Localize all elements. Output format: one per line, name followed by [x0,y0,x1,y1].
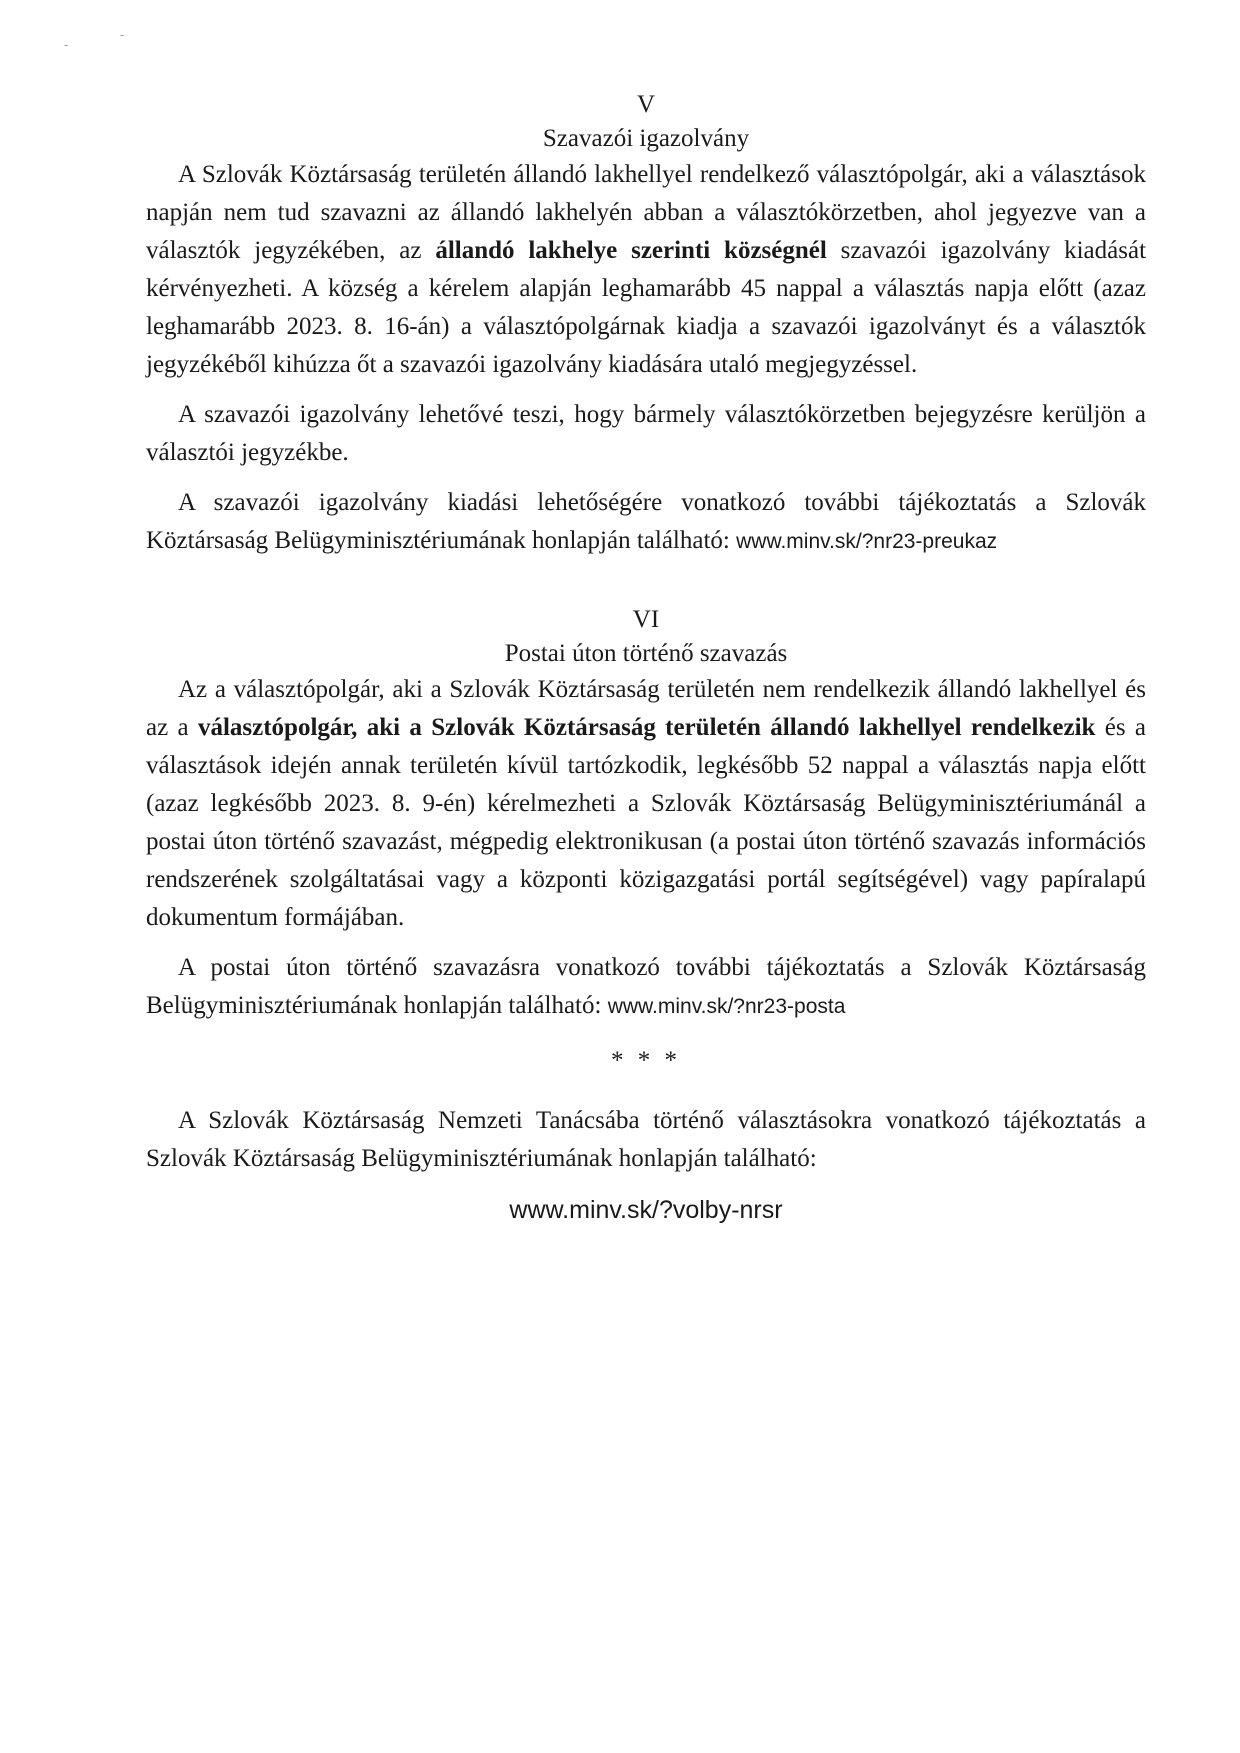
paragraph [146,671,1146,937]
section-title: Szavazói igazolvány [542,125,750,152]
paragraph-text: A szavazói igazolvány kiadási lehetőségére vonatkozó további tájékoztatás a Szlovák Köztársaság Belügyminisztériumának honlapján található: [146,489,1146,554]
main-info-link[interactable]: www.minv.sk/?volby-nrsr [509,1196,783,1224]
paragraph-text: és a választások idején annak területén kívül tartózkodik, legkésőbb 52 nappal a választás napja előtt (azaz legkésőbb 2023. 8. 9-én) kérelmezheti a Szlovák Köztársaság Belügyminisztériumánál a postai úton történő szavazást, mégpedig elektronikusan (a postai úton történő szavazás információs rendszerének szolgáltatásai vagy a központi közigazgatási portál segítségével) vagy papíralapú dokumentum formájában. [146,714,1146,931]
paragraph-bold-text: választópolgár, aki a Szlovák Köztársaság területén állandó lakhellyel rendelkezik [197,714,1096,741]
section-vi [146,603,1146,1026]
paragraph-text: Az a választópolgár, aki a Szlovák Köztársaság területén nem rendelkezik állandó lakhellyel és az a [146,676,1146,741]
paragraph-bold-text: állandó lakhelye szerinti községnél [435,237,827,264]
paragraph: A Szlovák Köztársaság Nemzeti Tanácsába történő választásokra vonatkozó tájékoztatás a Szlovák Köztársaság Belügyminisztériumának honlapján található: [146,1107,1146,1172]
scan-mark: - [64,38,69,52]
scan-mark: - [120,28,125,42]
info-link[interactable]: www.minv.sk/?nr23-posta [607,995,846,1018]
closing-section [146,1102,1146,1228]
document-page [146,88,1146,1228]
section-number: VI [632,606,660,633]
paragraph-text: A Szlovák Köztársaság területén állandó lakhellyel rendelkező választópolgár, aki a választások napján nem tud szavazni az állandó lakhelyén abban a választókörzetben, ahol jegyezve van a választók jegyzékében, az [146,161,1146,264]
info-link[interactable]: www.minv.sk/?nr23-preukaz [736,530,998,553]
paragraph [146,949,1146,1026]
separator: * * * [611,1047,681,1074]
paragraph [146,484,1146,561]
paragraph: A szavazói igazolvány lehetővé teszi, hogy bármely választókörzetben bejegyzésre kerüljön a választói jegyzékbe. [146,401,1146,466]
section-title: Postai úton történő szavazás [504,640,788,667]
paragraph-text: szavazói igazolvány kiadását kérvényezheti. A község a kérelem alapján leghamarább 45 nappal a választás napja előtt (azaz leghamarább 2023. 8. 16-án) a választópolgárnak kiadja a szavazói igazolványt és a választók jegyzékéből kihúzza őt a szavazói igazolvány kiadására utaló megjegyzéssel. [146,237,1147,378]
section-v [146,88,1146,561]
paragraph-text: A postai úton történő szavazásra vonatkozó további tájékoztatás a Szlovák Köztársaság Belügyminisztériumának honlapján található: [146,954,1146,1019]
section-number: V [636,91,656,118]
paragraph [146,156,1146,384]
